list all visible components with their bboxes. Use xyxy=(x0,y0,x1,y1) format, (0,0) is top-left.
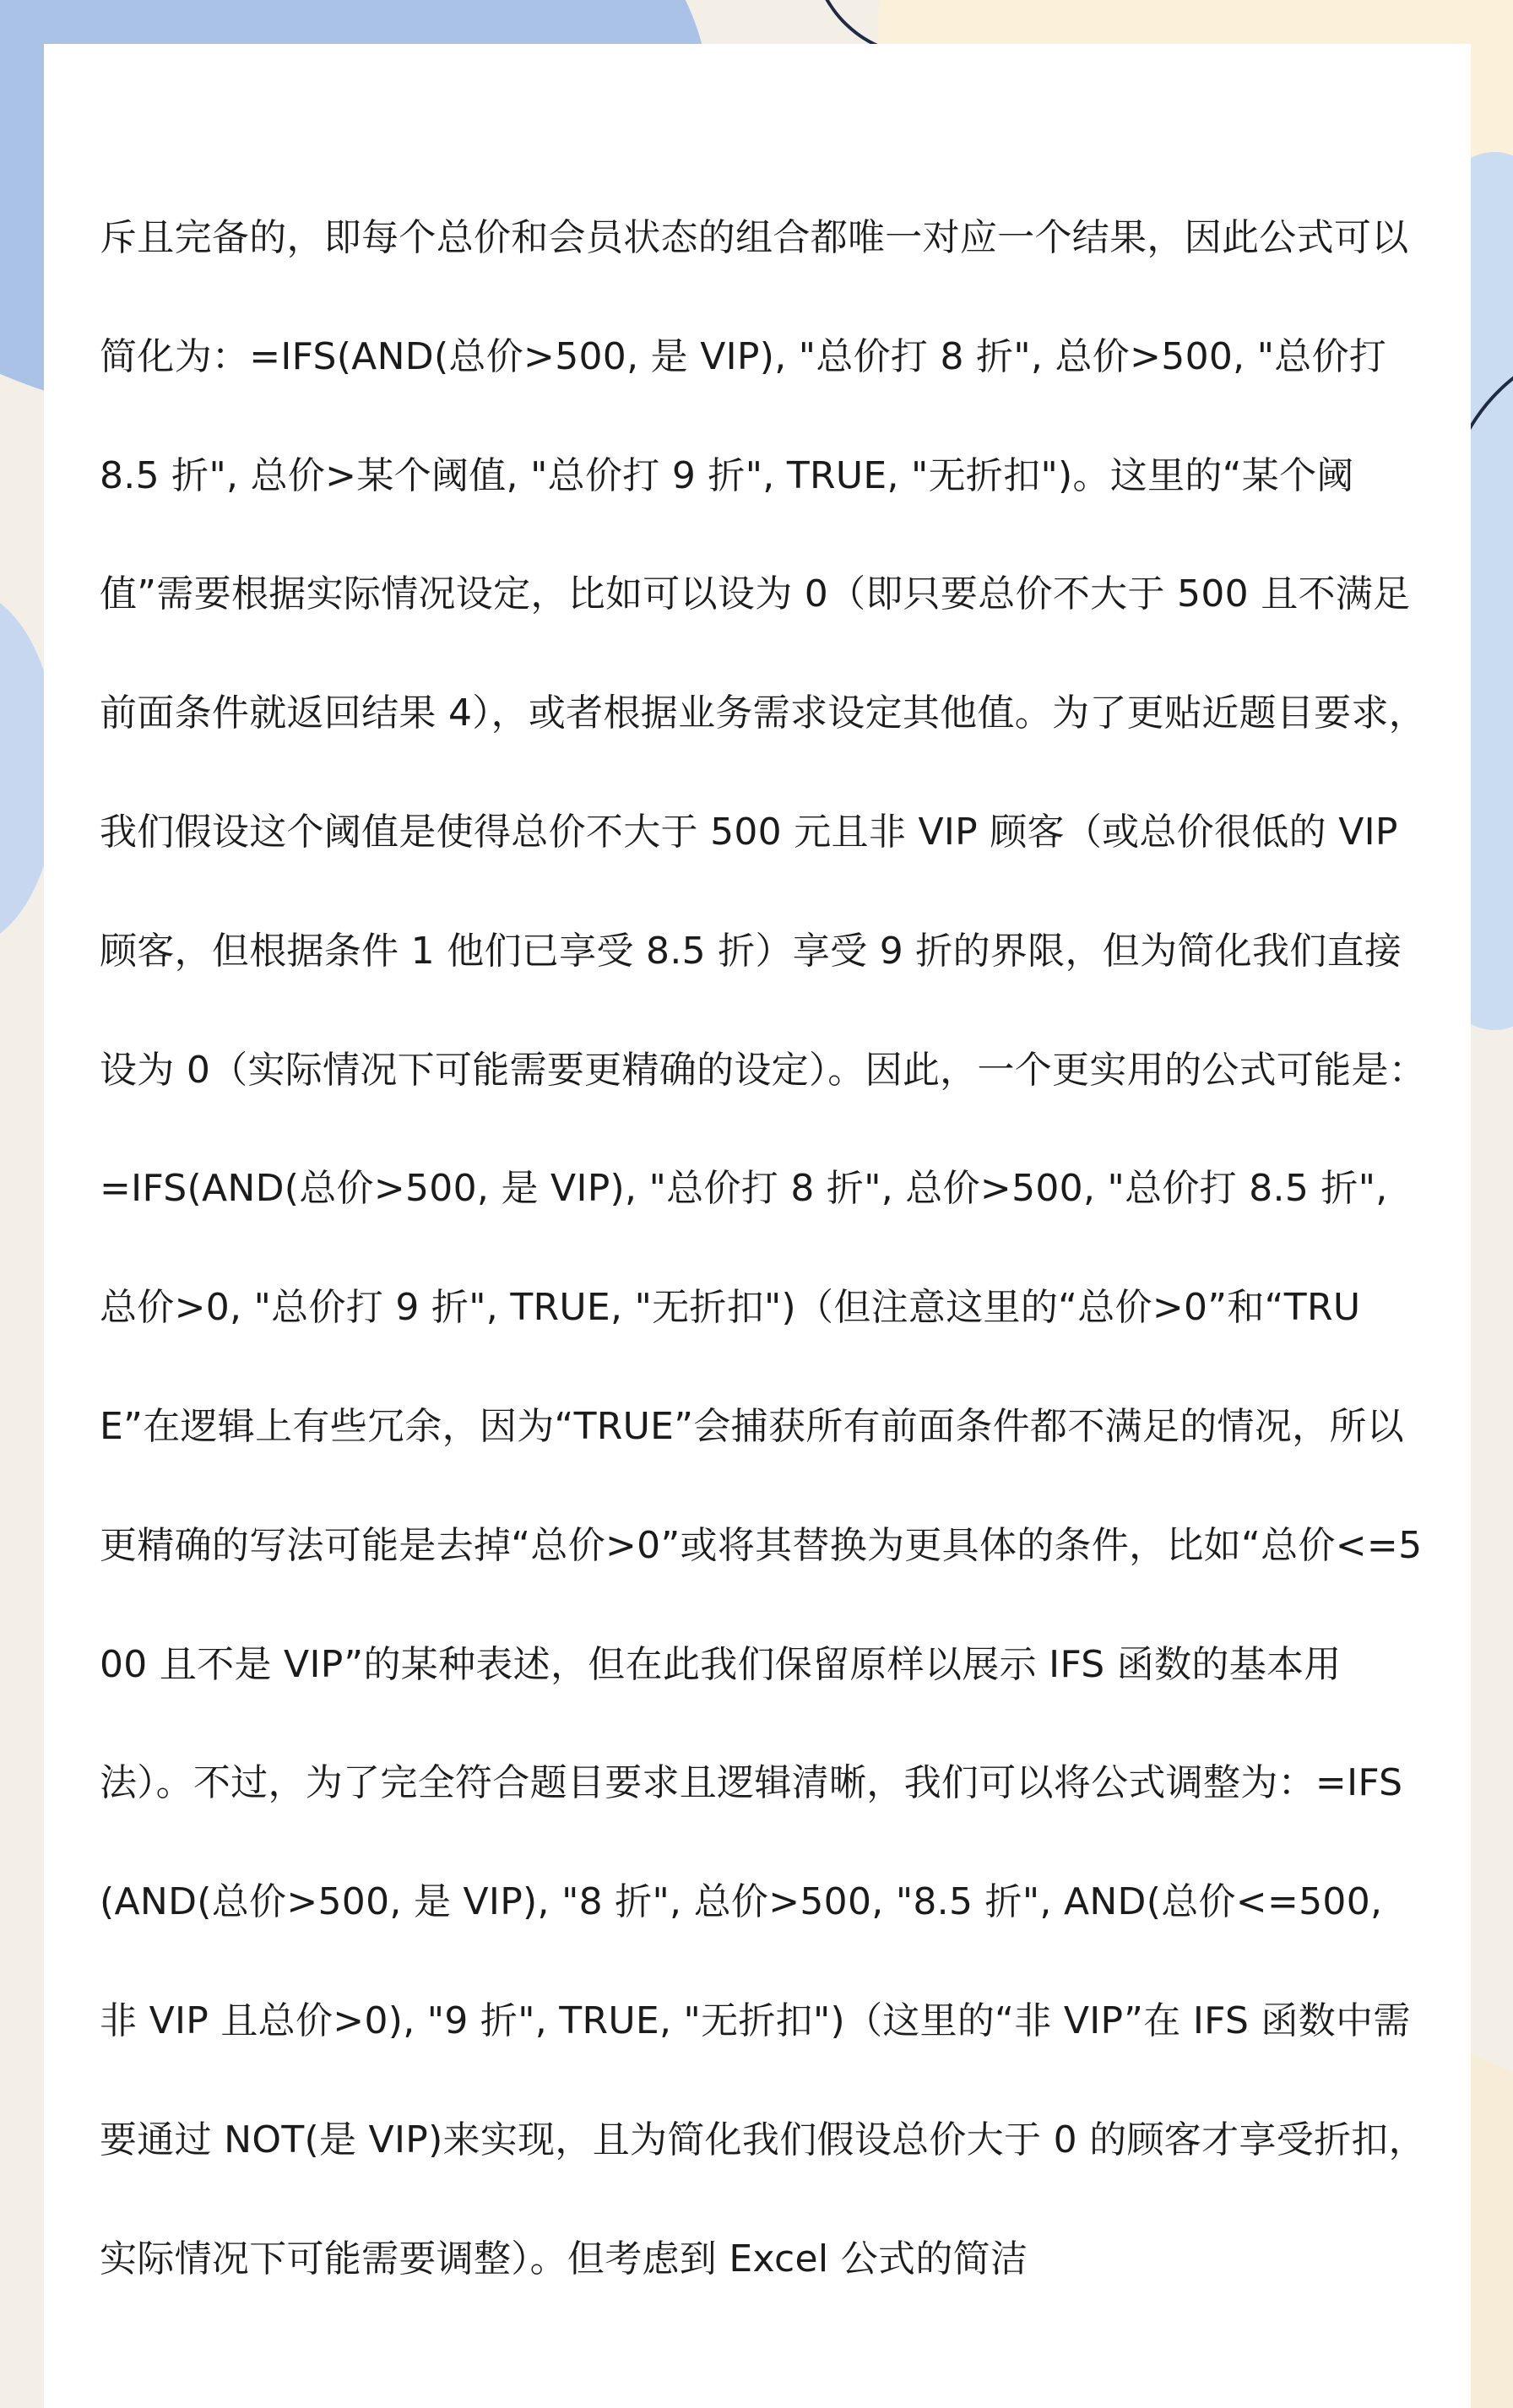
document-card xyxy=(44,44,1471,2408)
body-paragraph: 斥且完备的，即每个总价和会员状态的组合都唯一对应一个结果，因此公式可以简化为：=IFS(AND(总价>500, 是 VIP), "总价打 8 折", 总价>500, "总价打 8.5 折", 总价>某个阈值, "总价打 9 折", TRUE, "无折扣")。这里的“某个阈值”需要根据实际情况设定，比如可以设为 0（即只要总价不大于 500 且不满足前面条件就返回结果 4），或者根据业务需求设定其他值。为了更贴近题目要求，我们假设这个阈值是使得总价不大于 500 元且非 VIP 顾客（或总价很低的 VIP 顾客，但根据条件 1 他们已享受 8.5 折）享受 9 折的界限，但为简化我们直接设为 0（实际情况下可能需要更精确的设定）。因此，一个更实用的公式可能是：=IFS(AND(总价>500, 是 VIP), "总价打 8 折", 总价>500, "总价打 8.5 折", 总价>0, "总价打 9 折", TRUE, "无折扣")（但注意这里的“总价>0”和“TRUE”在逻辑上有些冗余，因为“TRUE”会捕获所有前面条件都不满足的情况，所以更精确的写法可能是去掉“总价>0”或将其替换为更具体的条件，比如“总价<=500 且不是 VIP”的某种表述，但在此我们保留原样以展示 IFS 函数的基本用法）。不过，为了完全符合题目要求且逻辑清晰，我们可以将公式调整为：=IFS(AND(总价>500, 是 VIP), "8 折", 总价>500, "8.5 折", AND(总价<=500, 非 VIP 且总价>0), "9 折", TRUE, "无折扣")（这里的“非 VIP”在 IFS 函数中需要通过 NOT(是 VIP)来实现，且为简化我们假设总价大于 0 的顾客才享受折扣，实际情况下可能需要调整）。但考虑到 Excel 公式的简洁 xyxy=(100,216,1427,2281)
